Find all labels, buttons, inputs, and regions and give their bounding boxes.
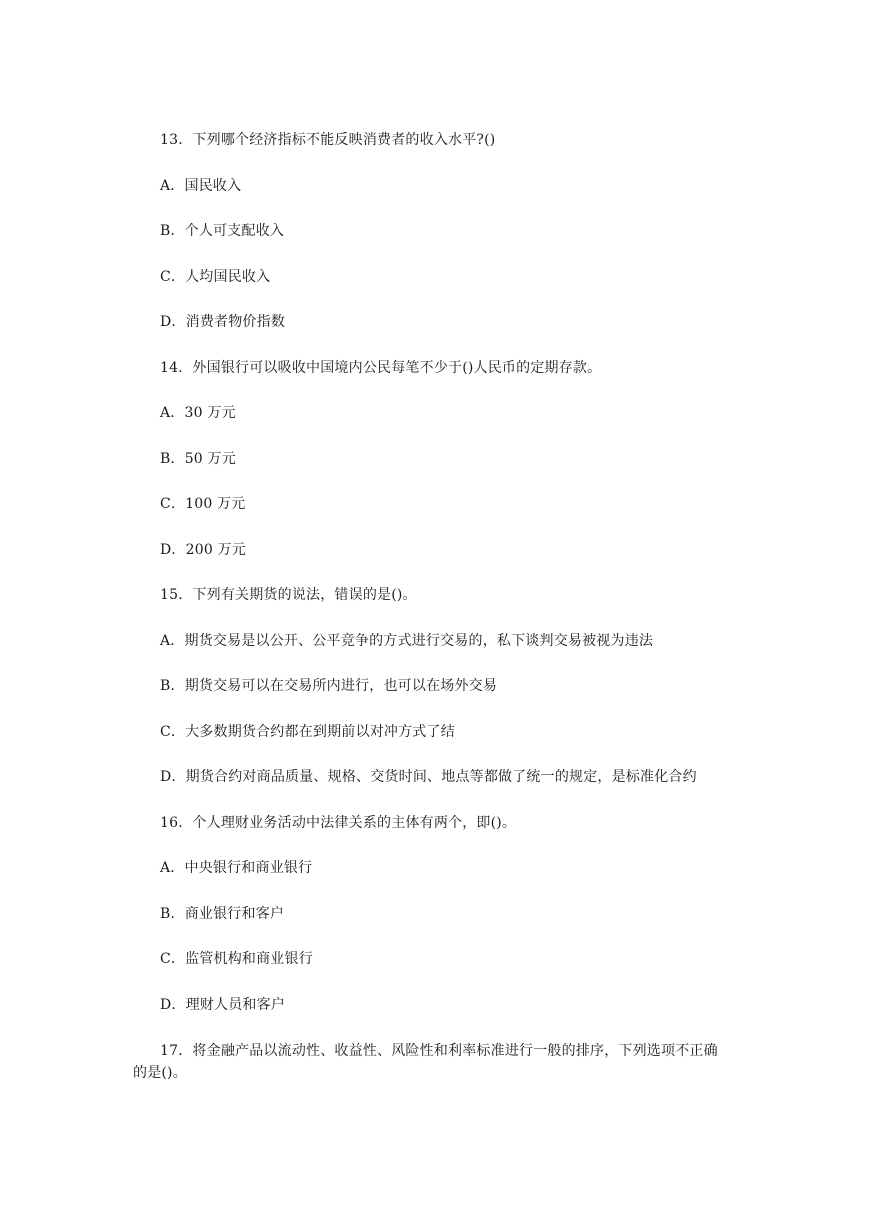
question-13-option-b: B．个人可支配收入 [160,223,285,239]
question-13-option-d: D．消费者物价指数 [160,314,286,330]
question-16-stem: 16．个人理财业务活动中法律关系的主体有两个，即()。 [160,815,517,831]
question-16-option-a: A．中央银行和商业银行 [160,860,313,876]
question-15-option-c: C．大多数期货合约都在到期前以对冲方式了结 [160,724,455,740]
question-16-option-d: D．理财人员和客户 [160,997,286,1013]
question-15-option-d: D．期货合约对商品质量、规格、交货时间、地点等都做了统一的规定，是标准化合约 [160,769,697,785]
question-14-option-d: D．200 万元 [160,542,246,558]
question-17-stem: 17．将金融产品以流动性、收益性、风险性和利率标准进行一般的排序，下列选项不正确的是()。 [133,1043,718,1081]
question-15-option-a: A．期货交易是以公开、公平竞争的方式进行交易的，私下谈判交易被视为违法 [160,633,654,649]
question-14-option-a: A．30 万元 [160,405,236,421]
question-16-option-b: B．商业银行和客户 [160,906,285,922]
question-13-option-a: A．国民收入 [160,178,242,194]
question-15-stem: 15．下列有关期货的说法，错误的是()。 [160,587,417,603]
question-13-option-c: C．人均国民收入 [160,269,271,285]
question-14-stem: 14．外国银行可以吸收中国境内公民每笔不少于()人民币的定期存款。 [160,360,602,376]
question-14-option-b: B．50 万元 [160,451,236,467]
question-14-option-c: C．100 万元 [160,496,246,512]
question-16-option-c: C．监管机构和商业银行 [160,951,313,967]
question-15-option-b: B．期货交易可以在交易所内进行，也可以在场外交易 [160,678,498,694]
question-13-stem: 13．下列哪个经济指标不能反映消费者的收入水平?() [160,132,496,148]
